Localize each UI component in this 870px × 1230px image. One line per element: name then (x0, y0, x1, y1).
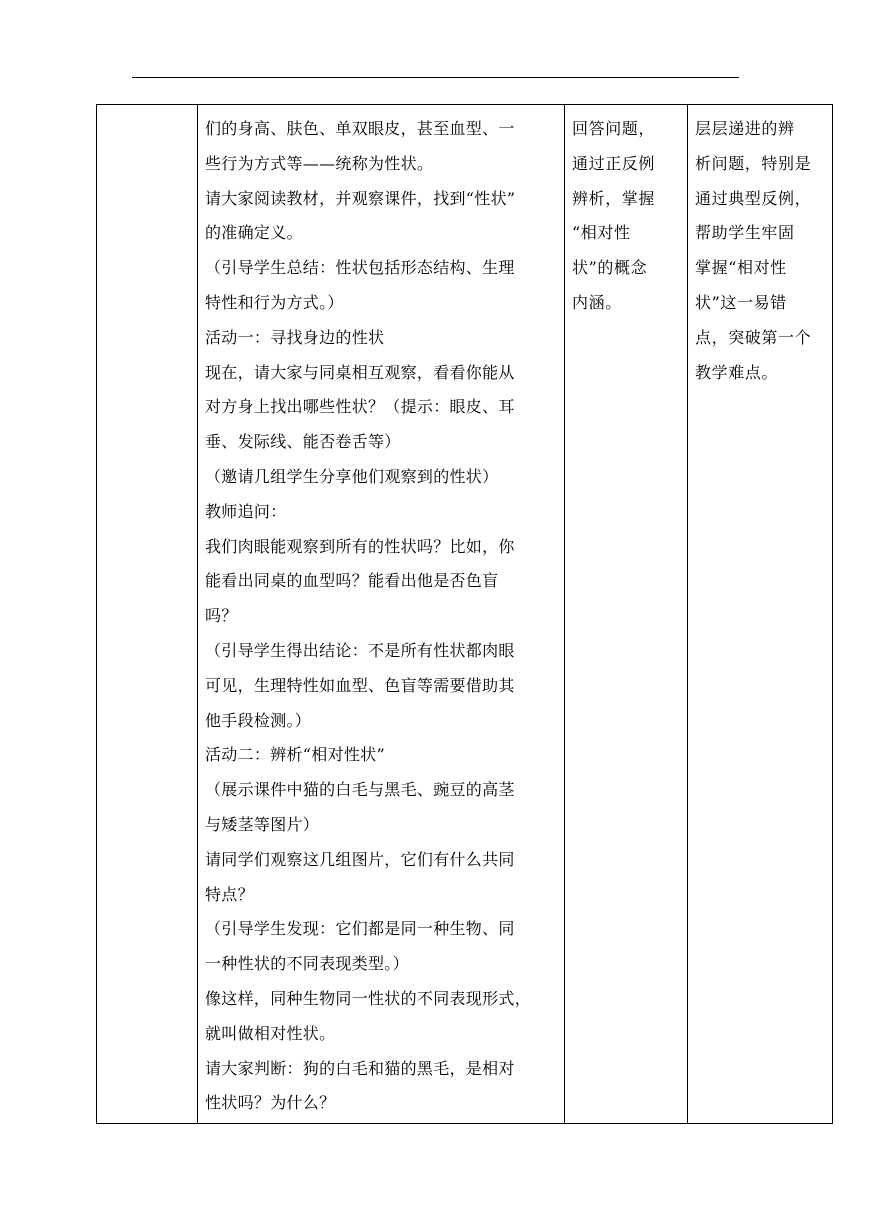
stage-cell (97, 105, 198, 1124)
student-line: 回答问题， (572, 119, 656, 138)
teacher-line: 垂、发际线、能否卷舌等） (205, 432, 401, 452)
teacher-line: 像这样，同种生物同一性状的不同表现形式， (205, 988, 532, 1008)
teacher-line: （引导学生得出结论：不是所有性状都肉眼 (205, 640, 515, 660)
teacher-line: 请同学们观察这几组图片，它们有什么共同 (205, 849, 515, 869)
teacher-line: 他手段检测。） (205, 710, 312, 730)
intent-line: 帮助学生牢固 (695, 223, 795, 243)
teacher-line: 特性和行为方式。） (205, 292, 344, 312)
intent-line: 层层递进的辨 (695, 119, 795, 138)
intent-line: 掌握“相对性 (695, 258, 787, 278)
teacher-line: 们的身高、肤色、单双眼皮，甚至血型、一 (205, 119, 515, 138)
activity-two-heading: 活动二：辨析“相对性状” (205, 745, 385, 765)
teacher-line: 我们肉眼能观察到所有的性状吗？比如，你 (205, 536, 515, 556)
student-activity-cell (565, 105, 688, 1124)
teacher-line: 性状吗？为什么？ (205, 1093, 336, 1113)
teacher-line: 请大家判断：狗的白毛和猫的黑毛，是相对 (205, 1058, 515, 1078)
teacher-line: 一种性状的不同表现类型。） (205, 954, 409, 974)
teacher-line: 些行为方式等——统称为性状。 (205, 153, 434, 173)
teacher-line: 可见，生理特性如血型、色盲等需要借助其 (205, 675, 515, 695)
student-line: 状”的概念 (572, 258, 648, 278)
intent-line: 教学难点。 (695, 362, 779, 382)
intent-line: 点，突破第一个 (695, 327, 812, 347)
teacher-line: 请大家阅读教材，并观察课件，找到“性状” (205, 188, 516, 208)
teacher-line: 就叫做相对性状。 (205, 1023, 336, 1043)
table-row (97, 105, 833, 1124)
activity-one-heading: 活动一：寻找身边的性状 (205, 327, 385, 347)
intent-line: 析问题，特别是 (695, 153, 812, 173)
teacher-line: （引导学生总结：性状包括形态结构、生理 (205, 258, 515, 278)
teacher-line: 与矮茎等图片） (205, 814, 320, 834)
teacher-line: 教师追问： (205, 501, 287, 521)
student-line: 通过正反例 (572, 153, 656, 173)
teacher-line: 的准确定义。 (205, 223, 303, 243)
teacher-line: 吗？ (205, 606, 238, 626)
header-rule (132, 77, 739, 78)
teacher-line: 特点？ (205, 884, 254, 904)
teacher-line: 对方身上找出哪些性状？（提示：眼皮、耳 (205, 397, 515, 417)
teacher-line: （引导学生发现：它们都是同一种生物、同 (205, 919, 515, 939)
teacher-line: （邀请几组学生分享他们观察到的性状） (205, 466, 499, 486)
intent-line: 通过典型反例， (695, 188, 812, 208)
student-line: 辨析，掌握 (572, 188, 656, 208)
teacher-line: 现在，请大家与同桌相互观察，看看你能从 (205, 362, 515, 382)
intent-line: 状”这一易错 (695, 292, 787, 312)
student-line: “相对性 (572, 223, 631, 243)
lesson-plan-table (96, 104, 833, 1124)
student-line: 内涵。 (572, 292, 622, 312)
teacher-activity-cell (198, 105, 565, 1124)
teacher-line: （展示课件中猫的白毛与黑毛、豌豆的高茎 (205, 780, 515, 800)
teacher-line: 能看出同桌的血型吗？能看出他是否色盲 (205, 571, 499, 591)
design-intent-cell (688, 105, 833, 1124)
